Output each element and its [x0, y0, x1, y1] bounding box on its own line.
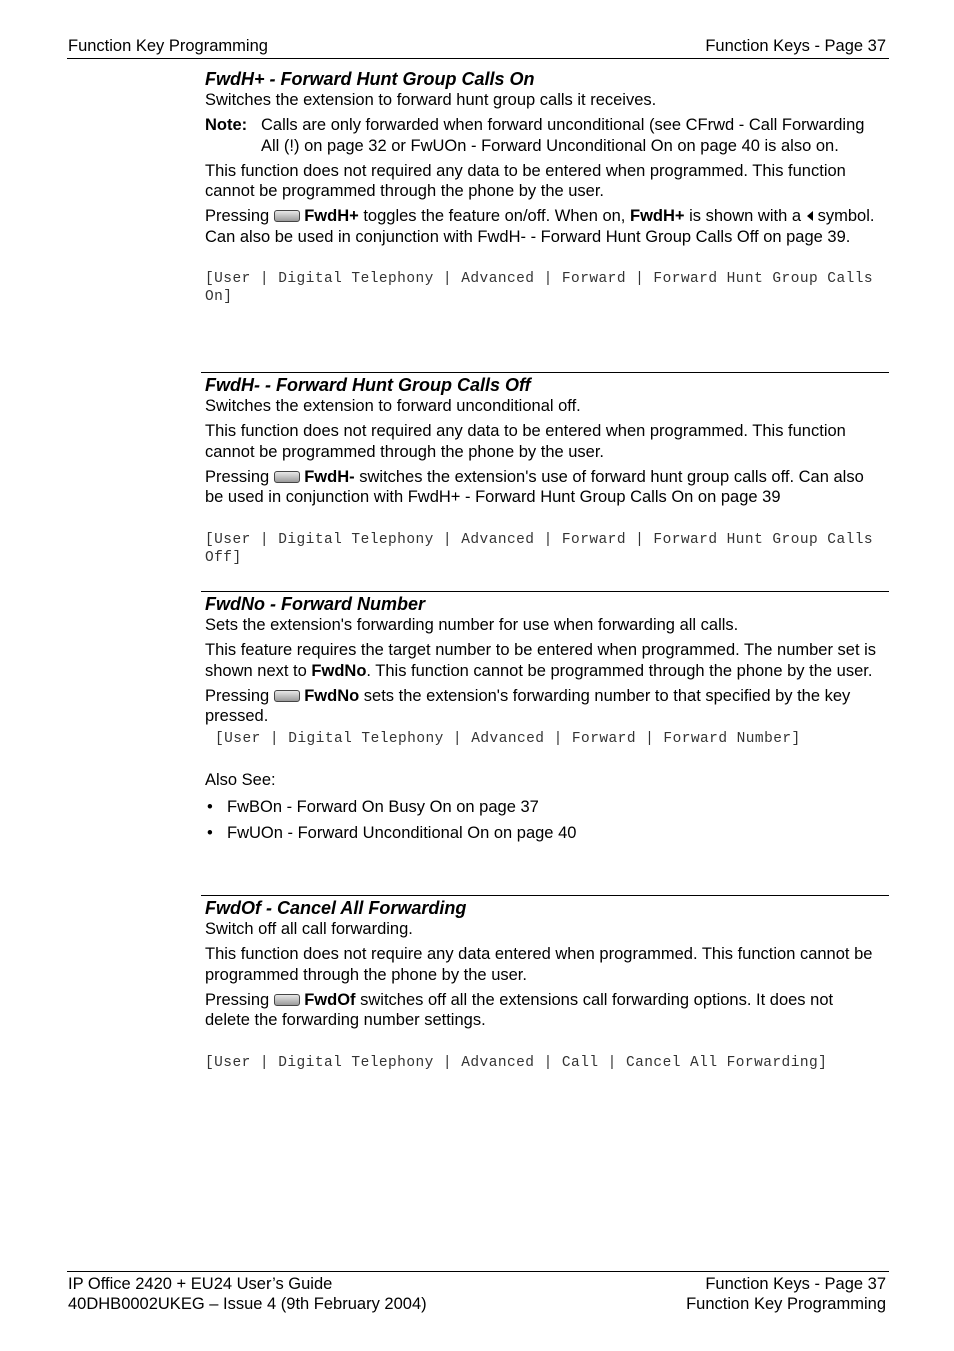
pressing-label: Pressing	[205, 207, 270, 225]
section-title: FwdNo - Forward Number	[205, 594, 425, 614]
data-requirement-text: This function does not require any data entered when programmed. This function cannot be programmed through the phone by the user.	[205, 945, 873, 984]
key-name: FwdH+	[629, 207, 685, 225]
footer-left-1: IP Office 2420 + EU24 User’s Guide	[68, 1275, 333, 1293]
list-item	[205, 797, 881, 818]
page-footer	[67, 1271, 889, 1312]
pressing-mid: is shown with a	[689, 207, 802, 225]
intro-text: Switch off all call forwarding.	[205, 920, 413, 938]
data-text: This feature requires the target number to be entered when programmed. The number set is shown next to	[205, 641, 877, 680]
pressing-rest: switches off all the extensions call forwarding options. It does not delete the forwarding number settings.	[205, 990, 834, 1029]
pressing-mid: toggles the feature on/off. When on,	[363, 207, 626, 225]
note-label: Note:	[205, 116, 248, 134]
section-fwdno	[201, 591, 889, 849]
key-name: FwdH+	[304, 207, 359, 225]
key-name: FwdOf	[304, 990, 356, 1009]
menu-path: [User | Digital Telephony | Advanced | Forward | Forward Hunt Group Calls On]	[205, 271, 874, 305]
menu-path: [User | Digital Telephony | Advanced | Forward | Forward Hunt Group Calls Off]	[205, 531, 874, 566]
pressing-rest: symbol. Can also be used in conjunction with FwdH- - Forward Hunt Group Calls Off on page 39.	[205, 207, 875, 246]
section-fwdh-minus	[201, 372, 889, 567]
header-left: Function Key Programming	[68, 37, 268, 55]
pressing-text	[205, 467, 881, 508]
pressing-rest: sets the extension's forwarding number to that specified by the key pressed.	[205, 686, 851, 725]
data-requirement-text	[205, 640, 881, 681]
header-right: Function Keys - Page 37	[705, 37, 886, 55]
intro-text: Sets the extension's forwarding number for use when forwarding all calls.	[205, 616, 739, 634]
pressing-text	[205, 686, 881, 727]
menu-path: [User | Digital Telephony | Advanced | Call | Cancel All Forwarding]	[205, 1054, 828, 1071]
pressing-rest: switches the extension's use of forward hunt group calls off. Can also be used in conjunction with FwdH+ - Forward Hunt Group Calls On on page 39	[205, 467, 864, 506]
pressing-label: Pressing	[205, 686, 270, 705]
pressing-label: Pressing	[205, 990, 270, 1009]
data-requirement-text: This function does not required any data to be entered when programmed. This function cannot be programmed through the phone by the user.	[205, 422, 846, 461]
data-text-rest: . This function cannot be programmed through the phone by the user.	[366, 661, 873, 680]
function-key-icon	[274, 690, 300, 702]
bullet: •	[207, 797, 213, 816]
footer-right-2: Function Key Programming	[686, 1295, 886, 1313]
intro-text: Switches the extension to forward hunt group calls it receives.	[205, 91, 657, 109]
pressing-label: Pressing	[205, 467, 270, 486]
also-see-label: Also See:	[205, 771, 276, 789]
data-requirement-text: This function does not required any data to be entered when programmed. This function cannot be programmed through the phone by the user.	[205, 161, 846, 200]
key-name: FwdNo	[304, 686, 360, 705]
also-see-list	[205, 797, 881, 844]
link-text[interactable]: FwBOn - Forward On Busy On on page 37	[227, 797, 539, 816]
key-name: FwdH-	[304, 467, 355, 486]
section-title: FwdH- - Forward Hunt Group Calls Off	[205, 375, 531, 395]
section-fwdh-plus	[201, 68, 889, 306]
section-fwdof	[201, 895, 889, 1072]
function-key-icon	[274, 210, 300, 222]
page-header	[67, 36, 889, 59]
section-title: FwdH+ - Forward Hunt Group Calls On	[205, 69, 535, 89]
function-key-icon	[274, 471, 300, 483]
note-text: Calls are only forwarded when forward unconditional (see CFrwd - Call Forwarding All (!) on page 32 or FwUOn - Forward Unconditional On on page 40 is also on.	[261, 116, 865, 155]
footer-right-1: Function Keys - Page 37	[705, 1275, 886, 1293]
left-triangle-icon	[807, 211, 813, 221]
link-text[interactable]: FwUOn - Forward Unconditional On on page 40	[227, 823, 577, 842]
section-title: FwdOf - Cancel All Forwarding	[205, 898, 467, 918]
footer-left-2: 40DHB0002UKEG – Issue 4 (9th February 2004)	[68, 1295, 427, 1313]
function-key-icon	[274, 994, 300, 1006]
bullet: •	[207, 823, 213, 842]
intro-text: Switches the extension to forward unconditional off.	[205, 397, 581, 415]
menu-path: [User | Digital Telephony | Advanced | Forward | Forward Number]	[215, 731, 801, 747]
pressing-text	[205, 206, 881, 247]
list-item	[205, 823, 881, 844]
key-name: FwdNo	[311, 661, 367, 680]
pressing-text	[205, 990, 881, 1031]
note	[205, 115, 881, 156]
